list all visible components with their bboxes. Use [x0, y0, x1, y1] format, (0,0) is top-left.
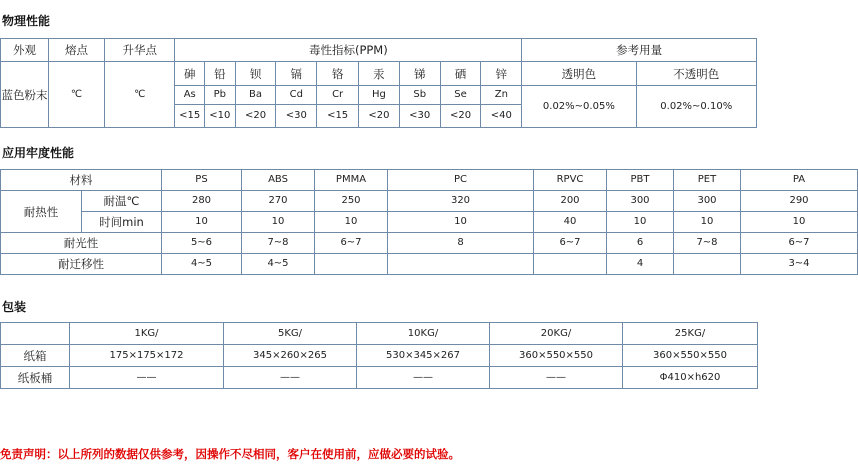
temperature-value: 250 [315, 191, 388, 212]
light-fastness-value: 8 [388, 233, 534, 254]
element-symbol: As [175, 86, 205, 105]
disclaimer-text: 免责声明：以上所列的数据仅供参考，因操作不尽相同，客户在使用前，应做必要的试验。 [0, 447, 460, 461]
element-limit: <30 [399, 105, 440, 128]
sublimation-point-value: ℃ [105, 62, 175, 128]
package-size: 20KG/ [490, 323, 623, 345]
material-name: PS [162, 170, 242, 191]
fastness-table [0, 169, 858, 275]
time-value: 10 [741, 212, 858, 233]
time-label: 时间min [82, 212, 162, 233]
time-value: 10 [607, 212, 674, 233]
packaging-section-title: 包装 [2, 300, 27, 314]
element-name: 钡 [235, 62, 276, 86]
carton-dimensions: 530×345×267 [357, 345, 490, 367]
heat-resistance-label: 耐热性 [1, 191, 82, 233]
appearance-header: 外观 [1, 39, 49, 62]
migration-resistance-label: 耐迁移性 [1, 254, 162, 275]
temperature-value: 300 [674, 191, 741, 212]
element-symbol: Pb [205, 86, 236, 105]
physical-properties-table [0, 38, 757, 128]
light-fastness-value: 5~6 [162, 233, 242, 254]
melting-point-header: 熔点 [48, 39, 104, 62]
time-value: 10 [388, 212, 534, 233]
time-value: 10 [315, 212, 388, 233]
appearance-value: 蓝色粉末 [1, 62, 49, 128]
dosage-type-transparent: 透明色 [522, 62, 636, 86]
drum-dimensions: —— [70, 367, 224, 389]
material-name: PBT [607, 170, 674, 191]
light-fastness-value: 6~7 [741, 233, 858, 254]
element-symbol: Cr [317, 86, 359, 105]
temperature-value: 200 [534, 191, 607, 212]
migration-value [674, 254, 741, 275]
element-name: 锌 [481, 62, 522, 86]
dosage-value-opaque: 0.02%~0.10% [636, 86, 757, 128]
element-limit: <15 [175, 105, 205, 128]
element-name: 砷 [175, 62, 205, 86]
material-name: PMMA [315, 170, 388, 191]
drum-dimensions: Φ410×h620 [623, 367, 758, 389]
drum-dimensions: —— [224, 367, 357, 389]
light-fastness-value: 6 [607, 233, 674, 254]
temperature-label: 耐温℃ [82, 191, 162, 212]
material-name: PET [674, 170, 741, 191]
light-fastness-value: 6~7 [534, 233, 607, 254]
package-size: 5KG/ [224, 323, 357, 345]
element-limit: <15 [317, 105, 359, 128]
element-limit: <30 [276, 105, 317, 128]
sublimation-point-header: 升华点 [105, 39, 175, 62]
element-symbol: Zn [481, 86, 522, 105]
carton-dimensions: 175×175×172 [70, 345, 224, 367]
carton-label: 纸箱 [1, 345, 70, 367]
light-fastness-value: 6~7 [315, 233, 388, 254]
carton-dimensions: 360×550×550 [490, 345, 623, 367]
carton-dimensions: 360×550×550 [623, 345, 758, 367]
migration-value: 3~4 [741, 254, 858, 275]
migration-value [534, 254, 607, 275]
element-name: 汞 [359, 62, 400, 86]
element-symbol: Hg [359, 86, 400, 105]
package-size: 25KG/ [623, 323, 758, 345]
material-name: PC [388, 170, 534, 191]
time-value: 40 [534, 212, 607, 233]
light-fastness-value: 7~8 [242, 233, 315, 254]
element-limit: <20 [235, 105, 276, 128]
melting-point-value: ℃ [48, 62, 104, 128]
package-size: 1KG/ [70, 323, 224, 345]
element-name: 铬 [317, 62, 359, 86]
migration-value [315, 254, 388, 275]
element-name: 锑 [399, 62, 440, 86]
toxicity-header: 毒性指标(PPM) [175, 39, 522, 62]
dosage-header: 参考用量 [522, 39, 757, 62]
material-name: RPVC [534, 170, 607, 191]
temperature-value: 290 [741, 191, 858, 212]
temperature-value: 320 [388, 191, 534, 212]
light-fastness-value: 7~8 [674, 233, 741, 254]
element-name: 镉 [276, 62, 317, 86]
package-size: 10KG/ [357, 323, 490, 345]
element-limit: <40 [481, 105, 522, 128]
element-limit: <20 [440, 105, 481, 128]
temperature-value: 280 [162, 191, 242, 212]
material-name: PA [741, 170, 858, 191]
temperature-value: 300 [607, 191, 674, 212]
migration-value: 4~5 [242, 254, 315, 275]
element-symbol: Ba [235, 86, 276, 105]
element-symbol: Cd [276, 86, 317, 105]
material-name: ABS [242, 170, 315, 191]
dosage-type-opaque: 不透明色 [636, 62, 757, 86]
drum-dimensions: —— [357, 367, 490, 389]
physical-section-title: 物理性能 [2, 14, 51, 28]
time-value: 10 [162, 212, 242, 233]
carton-dimensions: 345×260×265 [224, 345, 357, 367]
migration-value: 4~5 [162, 254, 242, 275]
element-name: 铅 [205, 62, 236, 86]
packaging-table [0, 322, 758, 389]
element-limit: <10 [205, 105, 236, 128]
element-symbol: Sb [399, 86, 440, 105]
migration-value [388, 254, 534, 275]
temperature-value: 270 [242, 191, 315, 212]
dosage-value-transparent: 0.02%~0.05% [522, 86, 636, 128]
light-fastness-label: 耐光性 [1, 233, 162, 254]
element-limit: <20 [359, 105, 400, 128]
time-value: 10 [674, 212, 741, 233]
time-value: 10 [242, 212, 315, 233]
fastness-section-title: 应用牢度性能 [2, 146, 75, 160]
drum-dimensions: —— [490, 367, 623, 389]
element-symbol: Se [440, 86, 481, 105]
element-name: 硒 [440, 62, 481, 86]
migration-value: 4 [607, 254, 674, 275]
drum-label: 纸板桶 [1, 367, 70, 389]
material-header: 材料 [1, 170, 162, 191]
